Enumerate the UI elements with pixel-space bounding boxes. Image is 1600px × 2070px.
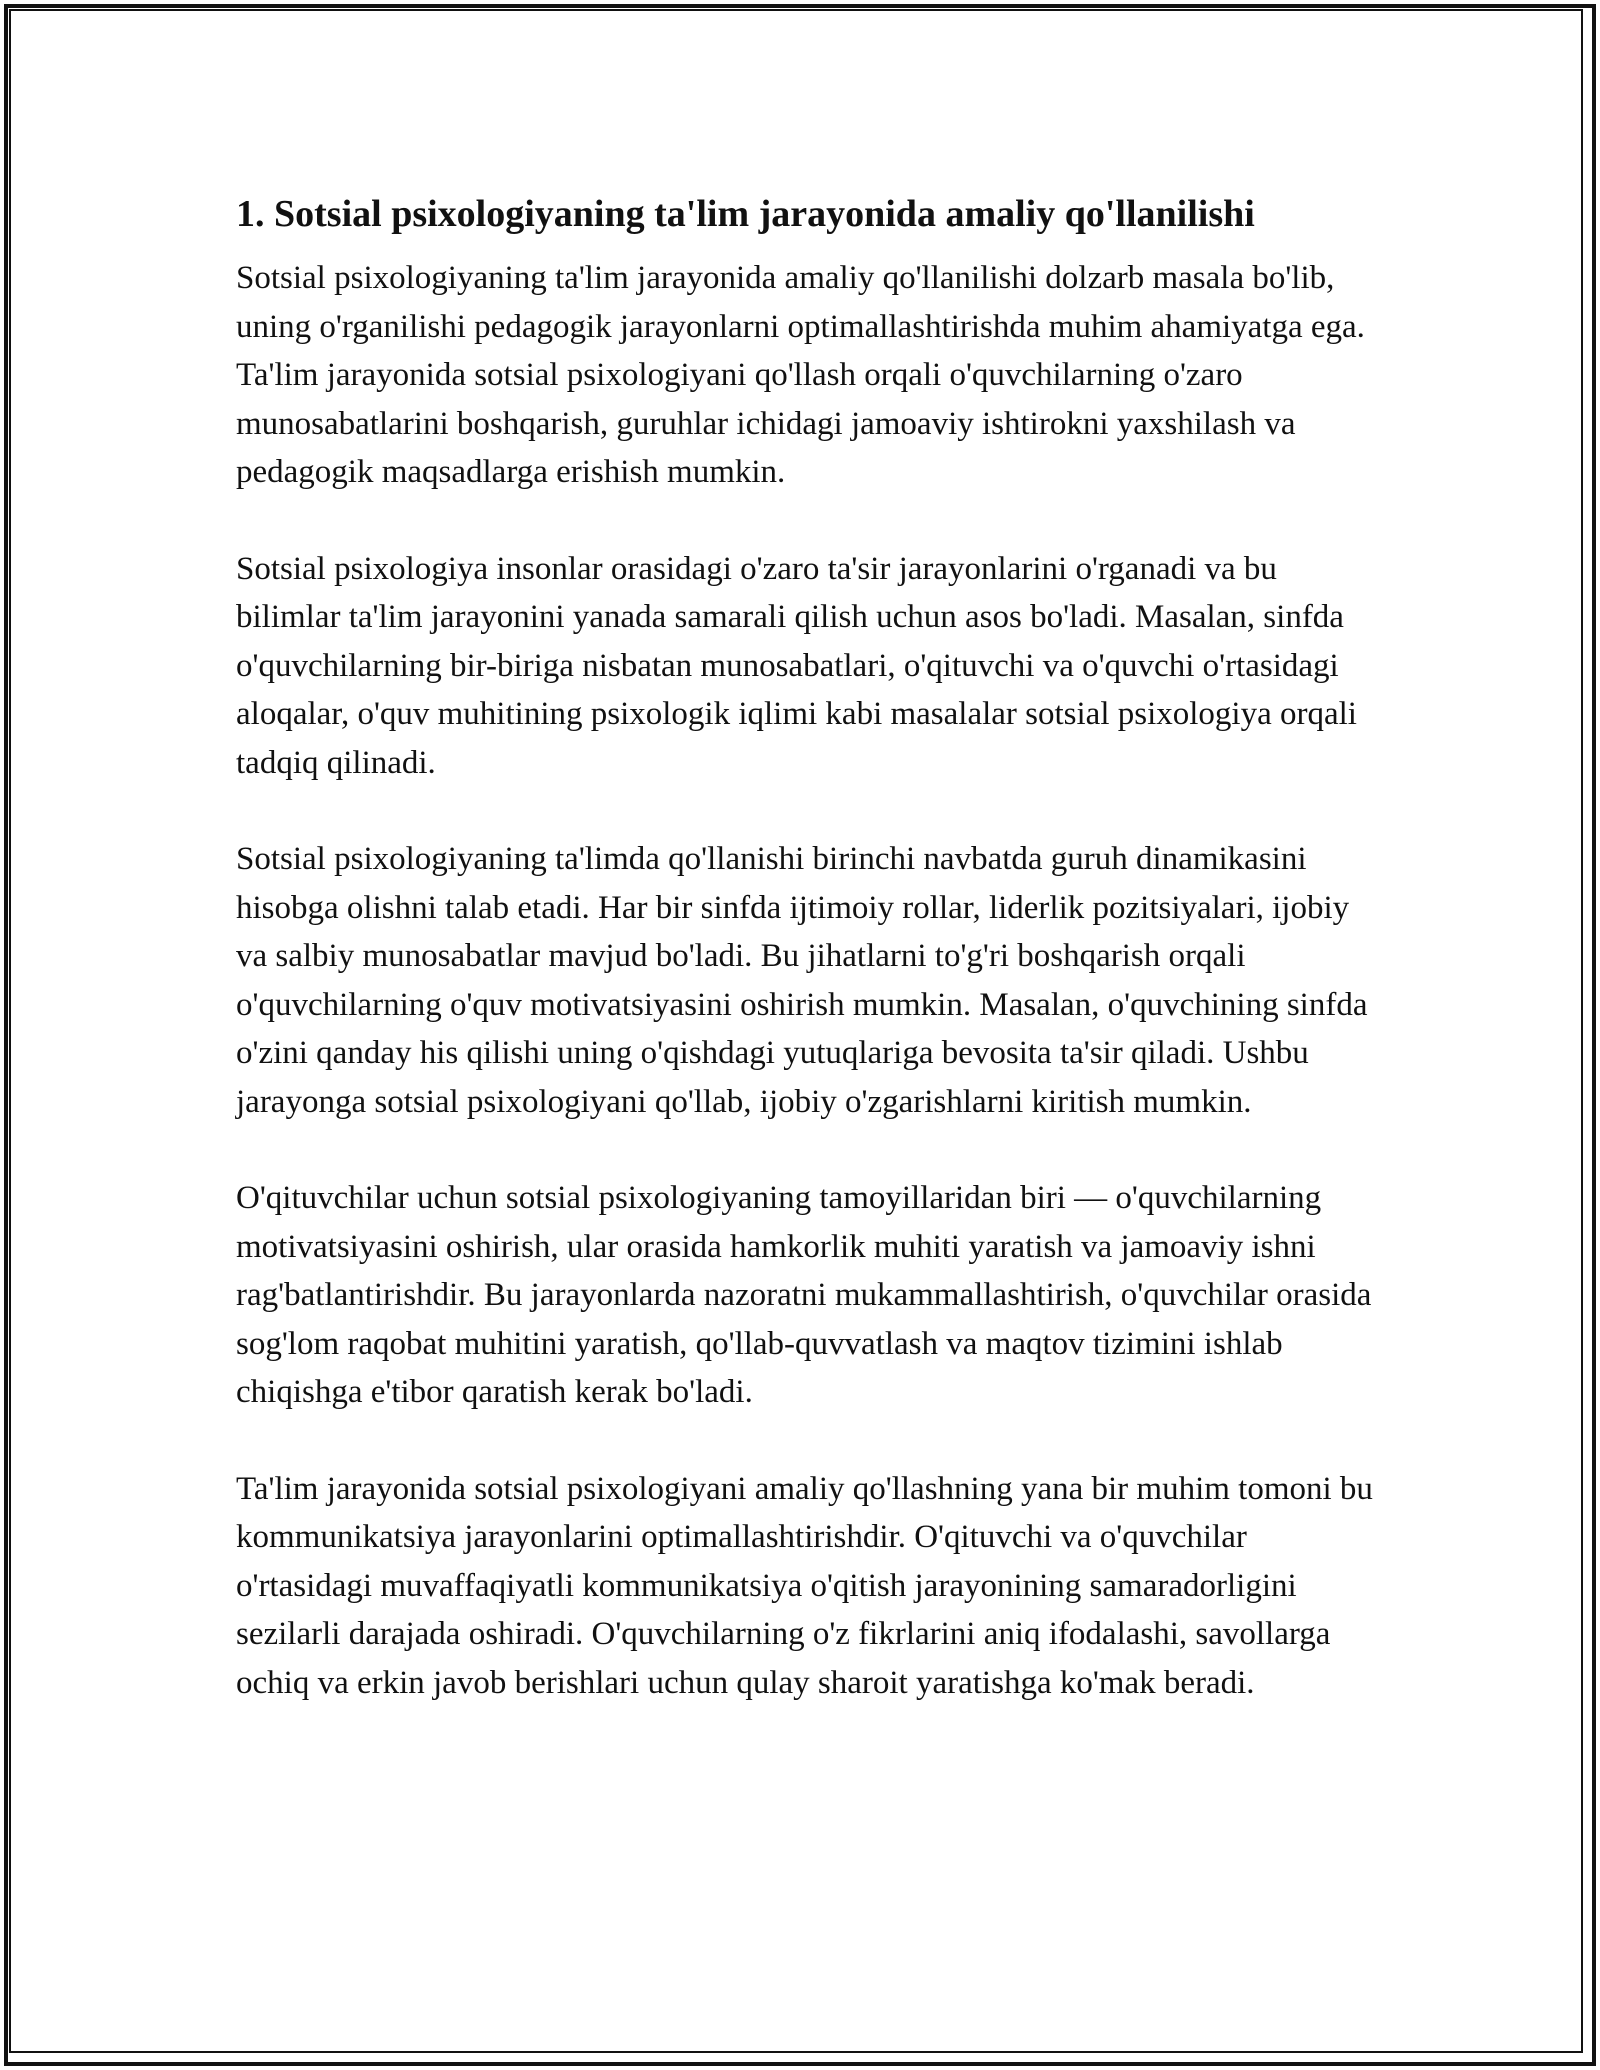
paragraph-3: Sotsial psixologiyaning ta'limda qo'llanishi birinchi navbatda guruh dinamikasini hisobga olishni talab etadi. Har bir sinfda ijtimoiy rollar, liderlik pozitsiyalari, ijobiy va salbiy munosabatlar mavjud bo'ladi. Bu jihatlarni to'g'ri boshqarish orqali o'quvchilarning o'quv motivatsiyasini oshirish mumkin. Masalan, o'quvchining sinfda o'zini qanday his qilishi uning o'qishdagi yutuqlariga bevosita ta'sir qiladi. Ushbu jarayonga sotsial psixologiyani qo'llab, ijobiy o'zgarishlarni kiritish mumkin. bbox=[236, 841, 1368, 1120]
section-heading: 1. Sotsial psixologiyaning ta'lim jarayonida amaliy qo'llanilishi bbox=[236, 193, 1255, 235]
paragraph-1: Sotsial psixologiyaning ta'lim jarayonida amaliy qo'llanilishi dolzarb masala bo'lib, uning o'rganilishi pedagogik jarayonlarni optimallashtirishda muhim ahamiyatga ega. Ta'lim jarayonida sotsial psixologiyani qo'llash orqali o'quvchilarning o'zaro munosabatlarini boshqarish, guruhlar ichidagi jamoaviy ishtirokni yaxshilash va pedagogik maqsadlarga erishish mumkin. bbox=[236, 260, 1365, 490]
paragraph-5: Ta'lim jarayonida sotsial psixologiyani amaliy qo'llashning yana bir muhim tomoni bu kommunikatsiya jarayonlarini optimallashtirishdir. O'qituvchi va o'quvchilar o'rtasidagi muvaffaqiyatli kommunikatsiya o'qitish jarayonining samaradorligini sezilarli darajada oshiradi. O'quvchilarning o'z fikrlarini aniq ifodalashi, savollarga ochiq va erkin javob berishlari uchun qulay sharoit yaratishga ko'mak beradi. bbox=[236, 1470, 1373, 1701]
document-body bbox=[236, 186, 1376, 1755]
paragraph-2: Sotsial psixologiya insonlar orasidagi o'zaro ta'sir jarayonlarini o'rganadi va bu bilimlar ta'lim jarayonini yanada samarali qilish uchun asos bo'ladi. Masalan, sinfda o'quvchilarning bir-biriga nisbatan munosabatlari, o'qituvchi va o'quvchi o'rtasidagi aloqalar, o'quv muhitining psixologik iqlimi kabi masalalar sotsial psixologiya orqali tadqiq qilinadi. bbox=[236, 550, 1357, 781]
paragraph-4: O'qituvchilar uchun sotsial psixologiyaning tamoyillaridan biri — o'quvchilarning motivatsiyasini oshirish, ular orasida hamkorlik muhiti yaratish va jamoaviy ishni rag'batlantirishdir. Bu jarayonlarda nazoratni mukammallashtirish, o'quvchilar orasida sog'lom raqobat muhitini yaratish, qo'llab-quvvatlash va maqtov tizimini ishlab chiqishga e'tibor qaratish kerak bo'ladi. bbox=[236, 1180, 1372, 1410]
